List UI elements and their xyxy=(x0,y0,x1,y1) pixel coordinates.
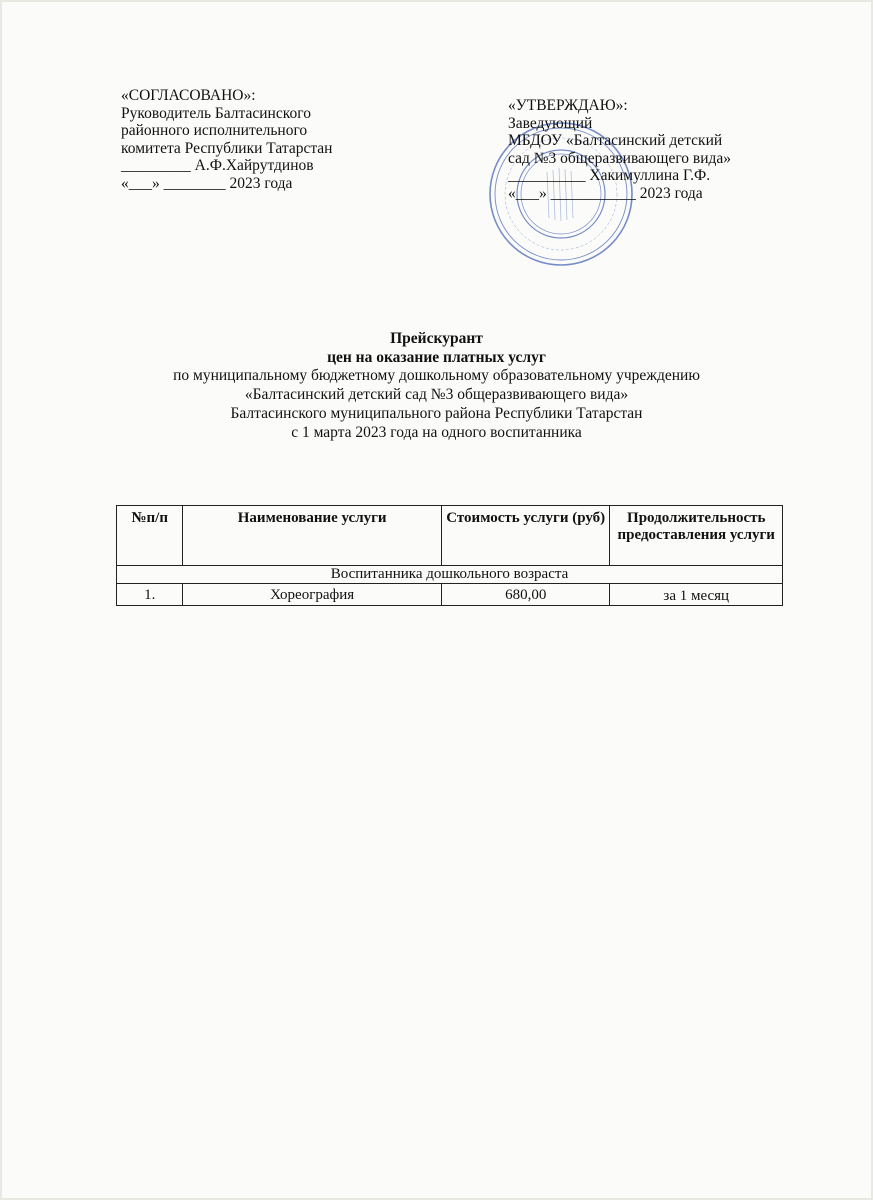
cell-num: 1. xyxy=(117,584,183,606)
title-main: Прейскурант xyxy=(390,330,483,347)
document-title xyxy=(0,330,873,442)
approval-agreed-line3: комитета Республики Татарстан xyxy=(121,139,333,157)
title-line5: Балтасинского муниципального района Республики Татарстан xyxy=(230,404,643,422)
approval-agreed-date: «___» ________ 2023 года xyxy=(121,174,293,192)
approval-approve-line3: сад №3 общеразвивающего вида» xyxy=(508,149,732,167)
section-label: Воспитанника дошкольного возраста xyxy=(117,566,783,584)
title-line6: с 1 марта 2023 года на одного воспитанника xyxy=(291,423,582,441)
title-subtitle: цен на оказание платных услуг xyxy=(327,348,546,366)
approval-approve-line1: Заведующий xyxy=(508,114,593,132)
approval-agreed-block xyxy=(121,87,421,192)
title-line3: по муниципальному бюджетному дошкольному образовательному учреждению xyxy=(173,367,700,385)
price-table xyxy=(116,505,783,606)
table-row xyxy=(117,584,783,606)
cell-service-name: Хореография xyxy=(183,584,442,606)
title-line4: «Балтасинский детский сад №3 общеразвивающего вида» xyxy=(244,386,629,404)
cell-cost: 680,00 xyxy=(441,584,610,606)
table-section-row xyxy=(117,566,783,584)
table-header-row xyxy=(117,506,783,566)
approval-agreed-title: «СОГЛАСОВАНО»: xyxy=(121,87,256,104)
approval-approve-title: «УТВЕРЖДАЮ»: xyxy=(508,97,628,114)
header-cost: Стоимость услуги (руб) xyxy=(441,506,610,566)
approval-approve-date: «___» ___________ 2023 года xyxy=(508,184,703,202)
cell-duration: за 1 месяц xyxy=(610,584,783,606)
approval-agreed-signature: _________ А.Ф.Хайрутдинов xyxy=(121,157,314,174)
approval-agreed-line1: Руководитель Балтасинского xyxy=(121,104,311,122)
header-duration: Продолжительность предоставления услуги xyxy=(610,506,783,566)
approval-approve-line2: МБДОУ «Балтасинский детский xyxy=(508,132,723,149)
header-num: №п/п xyxy=(117,506,183,566)
approval-approve-signature: __________ Хакимуллина Г.Ф. xyxy=(508,167,711,184)
approval-approve-block xyxy=(508,97,808,202)
approval-agreed-line2: районного исполнительного xyxy=(121,122,308,139)
header-service-name: Наименование услуги xyxy=(183,506,442,566)
